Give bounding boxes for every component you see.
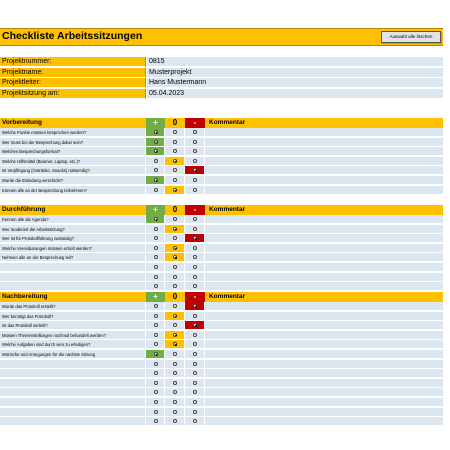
radio-minus-option[interactable] (193, 333, 197, 337)
clear-all-selection-button[interactable]: Auswahl alle löschen (381, 31, 441, 43)
question-text (0, 369, 146, 378)
section-title: Vorbereitung (0, 118, 146, 128)
radio-zero-option[interactable] (173, 255, 177, 259)
comment-cell[interactable] (205, 408, 443, 417)
comment-cell[interactable] (205, 302, 443, 311)
rating-cell-plus[interactable] (146, 273, 165, 282)
comment-cell[interactable] (205, 282, 443, 291)
rating-cell-zero[interactable] (165, 398, 185, 407)
rating-cell-minus[interactable] (185, 176, 205, 185)
checklist-row (0, 302, 443, 311)
rating-cell-minus[interactable] (185, 360, 205, 369)
radio-minus-option[interactable] (193, 284, 197, 288)
rating-cell-plus[interactable] (146, 244, 165, 253)
question-text (0, 408, 146, 417)
rating-cell-minus[interactable] (185, 244, 205, 253)
checklist-row (0, 282, 443, 291)
radio-zero-option[interactable] (173, 284, 177, 288)
rating-cell-zero[interactable] (165, 350, 185, 359)
column-plus-header: + (146, 205, 165, 215)
rating-cell-minus[interactable] (185, 157, 205, 166)
comment-cell[interactable] (205, 417, 443, 426)
rating-cell-minus[interactable] (185, 186, 205, 195)
checklist-row (0, 350, 443, 359)
rating-cell-minus[interactable] (185, 282, 205, 291)
question-text: Müssen Themenstellungen nochmal behandelt werden? (0, 331, 146, 340)
rating-cell-zero[interactable] (165, 147, 185, 156)
radio-plus-option[interactable] (154, 333, 158, 337)
comment-cell[interactable] (205, 253, 443, 262)
question-text (0, 282, 146, 291)
radio-zero-option[interactable] (173, 275, 177, 279)
comment-cell[interactable] (205, 379, 443, 388)
question-text (0, 273, 146, 282)
column-plus-header: + (146, 292, 165, 302)
section-title: Durchführung (0, 205, 146, 215)
rating-cell-minus[interactable] (185, 128, 205, 137)
rating-cell-plus[interactable] (146, 186, 165, 195)
rating-cell-plus[interactable] (146, 282, 165, 291)
radio-zero-option[interactable] (173, 149, 177, 153)
radio-minus-option[interactable] (193, 419, 197, 423)
checklist-row (0, 176, 443, 185)
rating-cell-zero[interactable] (165, 282, 185, 291)
radio-zero-option[interactable] (173, 236, 177, 240)
radio-zero-option[interactable] (173, 419, 177, 423)
rating-cell-zero[interactable] (165, 253, 185, 262)
rating-cell-minus[interactable] (185, 273, 205, 282)
rating-cell-plus[interactable] (146, 417, 165, 426)
comment-cell[interactable] (205, 186, 443, 195)
checklist-row (0, 369, 443, 378)
radio-minus-option[interactable] (193, 159, 197, 163)
radio-zero-option[interactable] (173, 323, 177, 327)
radio-plus-option[interactable] (154, 314, 158, 318)
radio-zero-option[interactable] (173, 381, 177, 385)
rating-cell-minus[interactable] (185, 408, 205, 417)
checklist-row (0, 398, 443, 407)
comment-cell[interactable] (205, 388, 443, 397)
question-text (0, 417, 146, 426)
checklist-row (0, 225, 443, 234)
radio-zero-option[interactable] (173, 168, 177, 172)
comment-cell[interactable] (205, 331, 443, 340)
comment-cell[interactable] (205, 350, 443, 359)
radio-zero-option[interactable] (173, 246, 177, 250)
question-text (0, 360, 146, 369)
radio-plus-option[interactable] (154, 168, 158, 172)
question-text: Wurde das Protokoll erstellt? (0, 302, 146, 311)
info-label: Projektleiter: (0, 78, 146, 88)
radio-plus-option[interactable] (154, 130, 158, 134)
checklist-row (0, 340, 443, 349)
radio-zero-option[interactable] (173, 304, 177, 308)
rating-cell-plus[interactable] (146, 388, 165, 397)
rating-cell-zero[interactable] (165, 379, 185, 388)
column-minus-header: - (185, 205, 205, 215)
question-text: Welche Vereinbarungen müssen erzielt werden? (0, 244, 146, 253)
rating-cell-plus[interactable] (146, 225, 165, 234)
question-text: Können alle an der Besprechung teilnehmen? (0, 186, 146, 195)
checklist-row (0, 128, 443, 137)
rating-cell-zero[interactable] (165, 312, 185, 321)
radio-zero-option[interactable] (173, 410, 177, 414)
radio-plus-option[interactable] (154, 178, 158, 182)
rating-cell-zero[interactable] (165, 417, 185, 426)
rating-cell-zero[interactable] (165, 302, 185, 311)
comment-cell[interactable] (205, 398, 443, 407)
info-label: Projektname: (0, 68, 146, 78)
radio-zero-option[interactable] (173, 390, 177, 394)
checklist-row (0, 273, 443, 282)
radio-zero-option[interactable] (173, 188, 177, 192)
question-text: Wurde die Einladung verschickt? (0, 176, 146, 185)
rating-cell-minus[interactable] (185, 166, 205, 175)
column-zero-header: 0 (165, 205, 185, 215)
rating-cell-zero[interactable] (165, 321, 185, 330)
comment-cell[interactable] (205, 273, 443, 282)
comment-cell[interactable] (205, 225, 443, 234)
question-text: Welches Besprechungsformat? (0, 147, 146, 156)
rating-cell-plus[interactable] (146, 331, 165, 340)
question-text: Ist das Protokoll verteilt? (0, 321, 146, 330)
checklist-row (0, 253, 443, 262)
radio-plus-option[interactable] (154, 362, 158, 366)
info-row (0, 68, 443, 78)
question-text (0, 263, 146, 272)
radio-minus-option[interactable] (193, 323, 197, 327)
radio-minus-option[interactable] (193, 236, 197, 240)
radio-plus-option[interactable] (154, 400, 158, 404)
radio-minus-option[interactable] (193, 304, 197, 308)
rating-cell-zero[interactable] (165, 138, 185, 147)
rating-cell-plus[interactable] (146, 215, 165, 224)
radio-plus-option[interactable] (154, 140, 158, 144)
radio-plus-option[interactable] (154, 236, 158, 240)
rating-cell-minus[interactable] (185, 398, 205, 407)
checklist-row (0, 186, 443, 195)
rating-cell-zero[interactable] (165, 331, 185, 340)
comment-cell[interactable] (205, 360, 443, 369)
comment-cell[interactable] (205, 369, 443, 378)
rating-cell-zero[interactable] (165, 244, 185, 253)
checklist-row (0, 215, 443, 224)
rating-cell-plus[interactable] (146, 302, 165, 311)
question-text (0, 398, 146, 407)
rating-cell-minus[interactable] (185, 350, 205, 359)
comment-cell[interactable] (205, 244, 443, 253)
sheet-title: Checkliste Arbeitssitzungen (2, 30, 143, 42)
section-header (0, 292, 443, 302)
rating-cell-plus[interactable] (146, 312, 165, 321)
rating-cell-zero[interactable] (165, 166, 185, 175)
rating-cell-plus[interactable] (146, 369, 165, 378)
rating-cell-plus[interactable] (146, 253, 165, 262)
rating-cell-plus[interactable] (146, 408, 165, 417)
rating-cell-minus[interactable] (185, 417, 205, 426)
rating-cell-minus[interactable] (185, 234, 205, 243)
rating-cell-plus[interactable] (146, 263, 165, 272)
radio-minus-option[interactable] (193, 265, 197, 269)
radio-plus-option[interactable] (154, 390, 158, 394)
radio-zero-option[interactable] (173, 159, 177, 163)
radio-minus-option[interactable] (193, 371, 197, 375)
column-plus-header: + (146, 118, 165, 128)
radio-minus-option[interactable] (193, 178, 197, 182)
checklist-row (0, 321, 443, 330)
question-text: Wer benötigt das Protokoll? (0, 312, 146, 321)
checklist-row (0, 408, 443, 417)
checklist-row (0, 312, 443, 321)
column-minus-header: - (185, 118, 205, 128)
radio-zero-option[interactable] (173, 342, 177, 346)
radio-zero-option[interactable] (173, 352, 177, 356)
comment-cell[interactable] (205, 138, 443, 147)
comment-cell[interactable] (205, 166, 443, 175)
rating-cell-minus[interactable] (185, 312, 205, 321)
column-comment-header: Kommentar (205, 118, 443, 128)
info-row (0, 78, 443, 88)
question-text: Welche Punkte müssen besprochen werden? (0, 128, 146, 137)
radio-minus-option[interactable] (193, 362, 197, 366)
rating-cell-plus[interactable] (146, 379, 165, 388)
checklist-row (0, 360, 443, 369)
rating-cell-plus[interactable] (146, 157, 165, 166)
checklist-row (0, 157, 443, 166)
comment-cell[interactable] (205, 176, 443, 185)
radio-minus-option[interactable] (193, 130, 197, 134)
rating-cell-zero[interactable] (165, 234, 185, 243)
rating-cell-minus[interactable] (185, 331, 205, 340)
radio-plus-option[interactable] (154, 217, 158, 221)
question-text: Wünsche und Anregungen für die nächste Sitzung (0, 350, 146, 359)
rating-cell-minus[interactable] (185, 340, 205, 349)
radio-plus-option[interactable] (154, 149, 158, 153)
rating-cell-zero[interactable] (165, 408, 185, 417)
rating-cell-plus[interactable] (146, 166, 165, 175)
rating-cell-zero[interactable] (165, 225, 185, 234)
radio-zero-option[interactable] (173, 140, 177, 144)
section-header (0, 205, 443, 215)
rating-cell-plus[interactable] (146, 350, 165, 359)
radio-minus-option[interactable] (193, 140, 197, 144)
radio-plus-option[interactable] (154, 381, 158, 385)
comment-cell[interactable] (205, 215, 443, 224)
radio-minus-option[interactable] (193, 400, 197, 404)
column-comment-header: Kommentar (205, 292, 443, 302)
rating-cell-minus[interactable] (185, 379, 205, 388)
radio-plus-option[interactable] (154, 188, 158, 192)
info-value[interactable]: Musterprojekt (147, 68, 443, 78)
radio-minus-option[interactable] (193, 352, 197, 356)
rating-cell-minus[interactable] (185, 388, 205, 397)
radio-plus-option[interactable] (154, 284, 158, 288)
checklist-row (0, 138, 443, 147)
radio-plus-option[interactable] (154, 246, 158, 250)
title-bar (0, 28, 443, 46)
checklist-row (0, 166, 443, 175)
rating-cell-plus[interactable] (146, 138, 165, 147)
rating-cell-zero[interactable] (165, 263, 185, 272)
radio-zero-option[interactable] (173, 314, 177, 318)
rating-cell-minus[interactable] (185, 225, 205, 234)
rating-cell-minus[interactable] (185, 263, 205, 272)
column-comment-header: Kommentar (205, 205, 443, 215)
rating-cell-minus[interactable] (185, 138, 205, 147)
radio-plus-option[interactable] (154, 419, 158, 423)
question-text: Welche Aufgaben sind durch wen zu erledigen? (0, 340, 146, 349)
radio-minus-option[interactable] (193, 227, 197, 231)
question-text: Wer ist für Protokollführung zuständig? (0, 234, 146, 243)
info-value[interactable]: 05.04.2023 (147, 89, 443, 99)
rating-cell-minus[interactable] (185, 321, 205, 330)
radio-minus-option[interactable] (193, 314, 197, 318)
rating-cell-minus[interactable] (185, 147, 205, 156)
rating-cell-zero[interactable] (165, 157, 185, 166)
checklist-row (0, 244, 443, 253)
rating-cell-plus[interactable] (146, 176, 165, 185)
radio-plus-option[interactable] (154, 342, 158, 346)
radio-plus-option[interactable] (154, 227, 158, 231)
rating-cell-zero[interactable] (165, 388, 185, 397)
radio-zero-option[interactable] (173, 178, 177, 182)
question-text (0, 388, 146, 397)
comment-cell[interactable] (205, 321, 443, 330)
radio-plus-option[interactable] (154, 410, 158, 414)
radio-plus-option[interactable] (154, 275, 158, 279)
column-zero-header: 0 (165, 292, 185, 302)
comment-cell[interactable] (205, 263, 443, 272)
radio-zero-option[interactable] (173, 217, 177, 221)
radio-minus-option[interactable] (193, 188, 197, 192)
info-label: Projektnummer: (0, 57, 146, 67)
rating-cell-minus[interactable] (185, 369, 205, 378)
radio-zero-option[interactable] (173, 333, 177, 337)
question-text: Wer moderiert die Arbeitssitzung? (0, 225, 146, 234)
column-minus-header: - (185, 292, 205, 302)
checklist-row (0, 417, 443, 426)
checklist-row (0, 331, 443, 340)
question-text: Nehmen alle an der Besprechung teil? (0, 253, 146, 262)
checklist-row (0, 388, 443, 397)
rating-cell-zero[interactable] (165, 369, 185, 378)
radio-zero-option[interactable] (173, 400, 177, 404)
radio-minus-option[interactable] (193, 390, 197, 394)
comment-cell[interactable] (205, 340, 443, 349)
section-title: Nachbereitung (0, 292, 146, 302)
radio-minus-option[interactable] (193, 217, 197, 221)
radio-plus-option[interactable] (154, 255, 158, 259)
rating-cell-minus[interactable] (185, 215, 205, 224)
rating-cell-minus[interactable] (185, 302, 205, 311)
radio-plus-option[interactable] (154, 323, 158, 327)
column-zero-header: 0 (165, 118, 185, 128)
rating-cell-zero[interactable] (165, 176, 185, 185)
comment-cell[interactable] (205, 312, 443, 321)
radio-plus-option[interactable] (154, 371, 158, 375)
radio-plus-option[interactable] (154, 159, 158, 163)
checklist-row (0, 234, 443, 243)
section-header (0, 118, 443, 128)
rating-cell-plus[interactable] (146, 234, 165, 243)
comment-cell[interactable] (205, 147, 443, 156)
question-text: Welche Hilfsmittel (Beamer, Laptop, etc.)? (0, 157, 146, 166)
rating-cell-plus[interactable] (146, 147, 165, 156)
radio-zero-option[interactable] (173, 371, 177, 375)
rating-cell-plus[interactable] (146, 398, 165, 407)
comment-cell[interactable] (205, 128, 443, 137)
radio-plus-option[interactable] (154, 352, 158, 356)
radio-minus-option[interactable] (193, 255, 197, 259)
rating-cell-plus[interactable] (146, 360, 165, 369)
info-label: Projektsitzung am: (0, 89, 146, 99)
radio-plus-option[interactable] (154, 265, 158, 269)
radio-minus-option[interactable] (193, 275, 197, 279)
rating-cell-zero[interactable] (165, 128, 185, 137)
radio-zero-option[interactable] (173, 227, 177, 231)
radio-minus-option[interactable] (193, 246, 197, 250)
checklist-row (0, 263, 443, 272)
radio-zero-option[interactable] (173, 362, 177, 366)
info-value[interactable]: Hans Mustermann (147, 78, 443, 88)
question-text: Wer muss bei der Besprechung dabei sein? (0, 138, 146, 147)
comment-cell[interactable] (205, 157, 443, 166)
question-text: Kennen alle die Agenda? (0, 215, 146, 224)
radio-minus-option[interactable] (193, 149, 197, 153)
info-row (0, 57, 443, 67)
rating-cell-zero[interactable] (165, 215, 185, 224)
radio-zero-option[interactable] (173, 130, 177, 134)
rating-cell-minus[interactable] (185, 253, 205, 262)
rating-cell-zero[interactable] (165, 186, 185, 195)
rating-cell-zero[interactable] (165, 360, 185, 369)
checklist-row (0, 379, 443, 388)
radio-plus-option[interactable] (154, 304, 158, 308)
rating-cell-plus[interactable] (146, 340, 165, 349)
rating-cell-plus[interactable] (146, 128, 165, 137)
checklist-row (0, 147, 443, 156)
radio-minus-option[interactable] (193, 381, 197, 385)
rating-cell-plus[interactable] (146, 321, 165, 330)
rating-cell-zero[interactable] (165, 273, 185, 282)
radio-minus-option[interactable] (193, 410, 197, 414)
rating-cell-zero[interactable] (165, 340, 185, 349)
radio-zero-option[interactable] (173, 265, 177, 269)
question-text (0, 379, 146, 388)
comment-cell[interactable] (205, 234, 443, 243)
radio-minus-option[interactable] (193, 342, 197, 346)
question-text: Ist Verpflegung (Getränke, Snacks) notwendig? (0, 166, 146, 175)
info-row (0, 89, 443, 99)
info-value[interactable]: 0815 (147, 57, 443, 67)
radio-minus-option[interactable] (193, 168, 197, 172)
